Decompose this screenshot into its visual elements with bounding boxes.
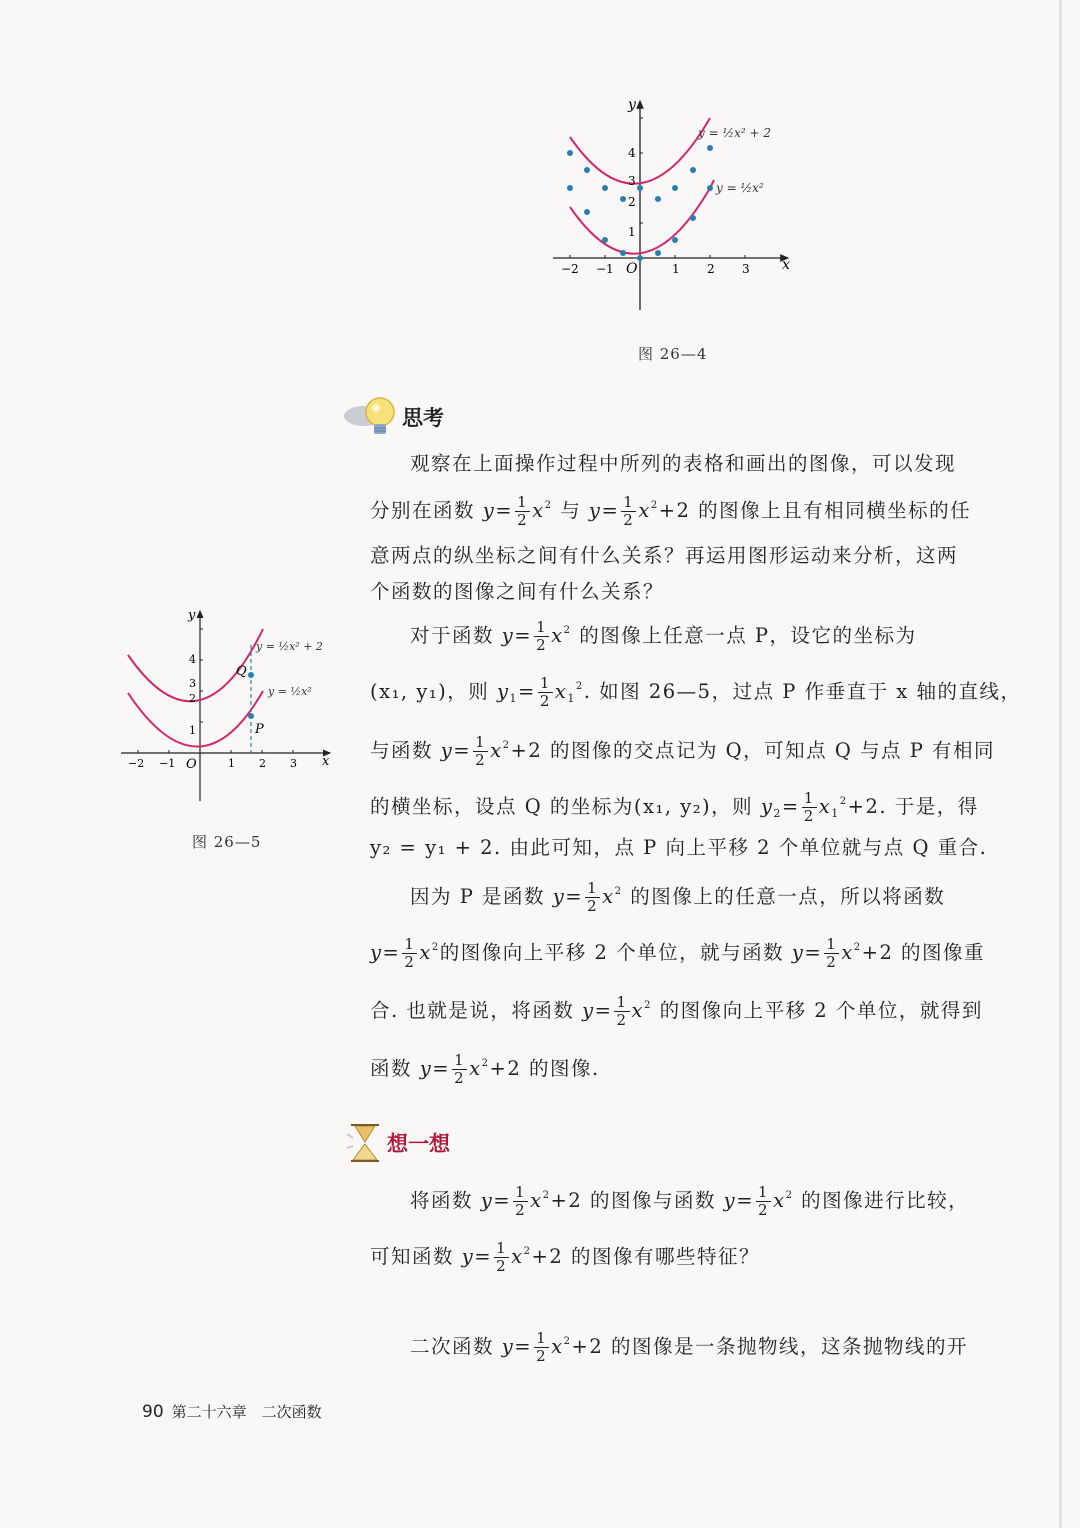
svg-text:1: 1 <box>189 724 196 737</box>
figure-26-4-graph <box>548 95 798 320</box>
svg-text:3: 3 <box>742 262 750 276</box>
body-line-6: 因为 P 是函数 y= $\frac{1}{2}$ $x^2$ 的图像上的任意一点，所以将函数 <box>410 879 946 915</box>
svg-text:P: P <box>255 722 264 737</box>
svg-text:−2: −2 <box>561 262 579 276</box>
body-line-5: y₂ = y₁ + 2. 由此可知，点 P 向上平移 2 个单位就与点 Q 重合. <box>370 836 988 859</box>
svg-text:3: 3 <box>189 677 196 690</box>
body-line-9: 函数 y= $\frac{1}{2}$ $x^2+2$ 的图像. <box>370 1051 600 1087</box>
svg-text:2: 2 <box>628 195 636 209</box>
svg-text:4: 4 <box>189 653 196 666</box>
svg-text:x: x <box>782 257 790 273</box>
body-line-1: 对于函数 y= $\frac{1}{2}$ $x^2$ 的图像上任意一点 P，设它的坐标为 <box>410 618 917 654</box>
svg-text:y = ½x²: y = ½x² <box>716 181 764 195</box>
page-edge <box>1059 0 1062 1528</box>
svg-text:−1: −1 <box>159 757 176 770</box>
body-line-8: 合. 也就是说，将函数 y= $\frac{1}{2}$ $x^2$ 的图像向上平移 2 个单位，就得到 <box>370 993 983 1029</box>
svg-text:2: 2 <box>707 262 715 276</box>
body-line-2: (x₁, y₁)，则 $y_1=$ $\frac{1}{2}$ $x_1^2$. 如图 26—5，过点 P 作垂直于 x 轴的直线， <box>370 674 1022 710</box>
svg-text:x: x <box>322 754 330 769</box>
figure-26-5-graph <box>118 605 343 805</box>
svg-text:Q: Q <box>236 664 247 679</box>
hourglass-icon <box>345 1120 387 1166</box>
svg-text:O: O <box>186 757 197 772</box>
think-line-1: 观察在上面操作过程中所列的表格和画出的图像，可以发现 <box>410 452 957 475</box>
think-it-over-title: 想一想 <box>387 1132 450 1156</box>
chapter-title: 第二十六章 二次函数 <box>171 1403 322 1421</box>
svg-text:y: y <box>628 97 636 113</box>
think-title: 思考 <box>402 406 444 430</box>
body-line-3: 与函数 y= $\frac{1}{2}$ $x^2+2$ 的图像的交点记为 Q，可知点 Q 与点 P 有相同 <box>370 733 996 769</box>
svg-text:4: 4 <box>628 146 636 160</box>
svg-text:3: 3 <box>628 174 636 188</box>
think2-line-3: 二次函数 y= $\frac{1}{2}$ $x^2+2$ 的图像是一条抛物线，这条抛物线的开 <box>410 1329 968 1365</box>
svg-text:−2: −2 <box>128 757 145 770</box>
lightbulb-icon <box>342 392 402 442</box>
body-line-4: 的横坐标，设点 Q 的坐标为(x₁, y₂)，则 $y_2=$ $\frac{1}{2}$ $x_1^2+2$. 于是，得 <box>370 789 979 825</box>
svg-text:1: 1 <box>228 757 235 770</box>
think-it-over-heading <box>345 1120 450 1166</box>
svg-text:2: 2 <box>259 757 266 770</box>
think-line-2: 分别在函数 y= $\frac{1}{2}$ $x^2$ 与 y= $\frac{1}{2}$ $x^2+2$ 的图像上且有相同横坐标的任 <box>370 493 972 529</box>
think-heading <box>342 392 444 442</box>
svg-text:2: 2 <box>189 692 196 705</box>
think2-line-2: 可知函数 y= $\frac{1}{2}$ $x^2+2$ 的图像有哪些特征？ <box>370 1239 760 1275</box>
svg-text:y = ½x² + 2: y = ½x² + 2 <box>256 640 323 653</box>
page-number: 90 <box>142 1402 164 1422</box>
think2-line-1: 将函数 y= $\frac{1}{2}$ $x^2+2$ 的图像与函数 y= $\frac{1}{2}$ $x^2$ 的图像进行比较， <box>410 1183 970 1219</box>
page-footer <box>142 1401 322 1422</box>
figure-26-5 <box>118 605 343 805</box>
svg-text:1: 1 <box>628 225 636 239</box>
svg-text:1: 1 <box>672 262 680 276</box>
think-line-3: 意两点的纵坐标之间有什么关系？再运用图形运动来分析，这两 <box>370 544 959 567</box>
svg-text:y = ½x² + 2: y = ½x² + 2 <box>698 126 771 140</box>
body-line-7: y= $\frac{1}{2}$ $x^2$的图像向上平移 2 个单位，就与函数 y= $\frac{1}{2}$ $x^2+2$ 的图像重 <box>370 935 986 971</box>
figure-26-5-caption: 图 26—5 <box>192 833 262 851</box>
think-line-4: 个函数的图像之间有什么关系？ <box>370 580 665 603</box>
figure-26-4-caption: 图 26—4 <box>638 345 708 363</box>
svg-text:y = ½x²: y = ½x² <box>268 685 312 698</box>
svg-text:3: 3 <box>290 757 297 770</box>
figure-26-4 <box>548 95 798 320</box>
svg-text:y: y <box>188 608 196 623</box>
svg-text:O: O <box>626 261 638 277</box>
svg-text:−1: −1 <box>596 262 614 276</box>
